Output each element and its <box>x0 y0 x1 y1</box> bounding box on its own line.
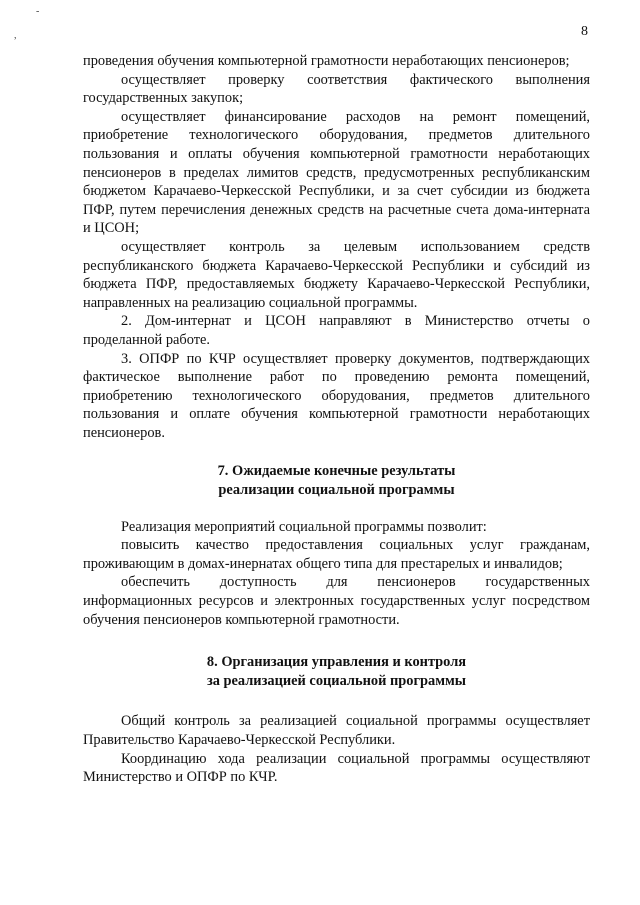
scan-mark-left: , <box>14 30 17 41</box>
paragraph: Координацию хода реализации социальной программы осуществляют Министерство и ОПФР по КЧР. <box>83 750 590 786</box>
document-body <box>83 52 590 787</box>
section-8-heading <box>83 653 590 690</box>
section-7-title-line1: 7. Ожидаемые конечные результаты <box>217 463 456 480</box>
paragraph: обеспечить доступность для пенсионеров государственных информационных ресурсов и электронных государственных услуг посредством обучения пенсионеров компьютерной грамотности. <box>83 574 590 628</box>
section-7-heading <box>83 462 590 499</box>
scan-mark-top: - <box>36 6 40 17</box>
paragraph: 2. Дом-интернат и ЦСОН направляют в Министерство отчеты о проделанной работе. <box>83 313 590 348</box>
paragraph: Общий контроль за реализацией социальной программы осуществляет Правительство Карачаево-Черкесской Республики. <box>83 713 590 748</box>
page-number: 8 <box>581 24 588 39</box>
section-8-title-line1: 8. Организация управления и контроля <box>206 654 467 671</box>
paragraph: повысить качество предоставления социальных услуг гражданам, проживающим в домах-инернатах общего типа для престарелых и инвалидов; <box>83 537 590 572</box>
paragraph: Реализация мероприятий социальной программы позволит: <box>121 518 487 535</box>
paragraph: осуществляет контроль за целевым использованием средств республиканского бюджета Карачаево-Черкесской Республики и субсидий из бюджета ПФР, предоставляемых бюджету Карачаево-Черкесской Республики, направленных на реализацию социальной программы. <box>83 238 590 311</box>
section-8-title-line2: за реализацией социальной программы <box>206 672 467 689</box>
section-7-title-line2: реализации социальной программы <box>218 482 455 499</box>
paragraph: 3. ОПФР по КЧР осуществляет проверку документов, подтверждающих фактическое выполнение работ по проведению ремонта помещений, приобретению технологического оборудования, предметов длительного пользования и оплате обучения компьютерной грамотности неработающих пенсионеров. <box>83 350 590 441</box>
paragraph: осуществляет финансирование расходов на ремонт помещений, приобретение технологического оборудования, предметов длительного пользования и оплаты обучения компьютерной грамотности неработающих пенсионеров в пределах лимитов средств, предусмотренных республиканским бюджетом Карачаево-Черкесской Республики, и за счет субсидии из бюджета ПФР, путем перечисления денежных средств на расчетные счета дома-интерната и ЦСОН; <box>83 108 590 237</box>
paragraph: осуществляет проверку соответствия фактического выполнения государственных закупок; <box>83 71 590 107</box>
paragraph: проведения обучения компьютерной грамотности неработающих пенсионеров; <box>83 53 570 69</box>
